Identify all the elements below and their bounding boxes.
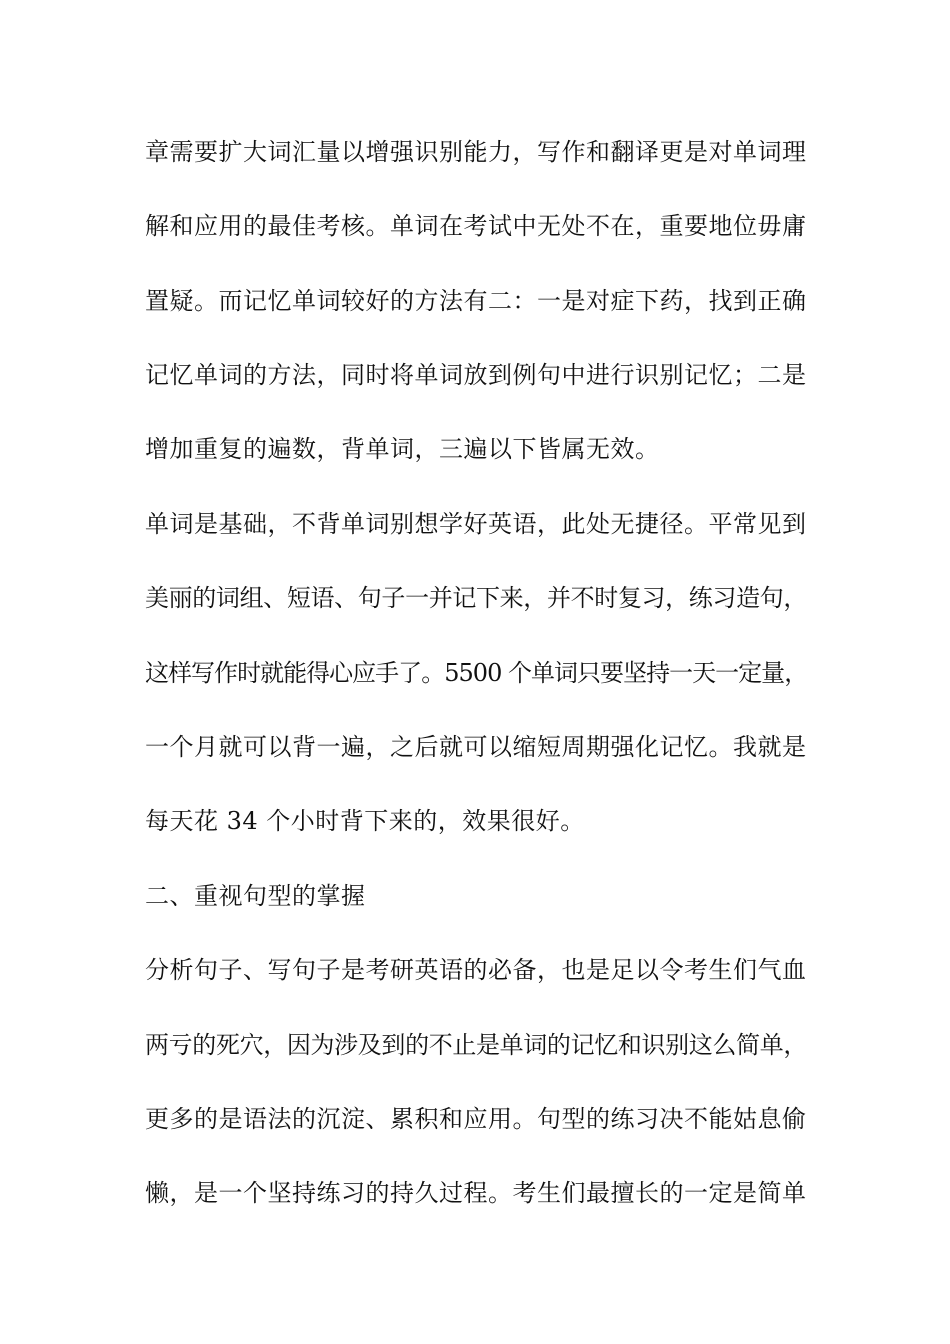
text-line-4: 记忆单词的方法，同时将单词放到例句中进行识别记忆；二是 <box>145 361 807 389</box>
text-line-14: 更多的是语法的沉淀、累积和应用。句型的练习决不能姑息偷 <box>145 1105 807 1133</box>
section-heading: 二、重视句型的掌握 <box>145 882 366 910</box>
text-line-10: 每天花 34 个小时背下来的，效果很好。 <box>145 807 585 835</box>
text-line-15: 懒，是一个坚持练习的持久过程。考生们最擅长的一定是简单 <box>145 1179 807 1207</box>
text-line-7: 美丽的词组、短语、句子一并记下来，并不时复习，练习造句， <box>145 584 807 612</box>
text-line-8: 这样写作时就能得心应手了。5500 个单词只要坚持一天一定量， <box>145 659 808 687</box>
text-line-5: 增加重复的遍数，背单词，三遍以下皆属无效。 <box>145 435 660 463</box>
text-line-2: 解和应用的最佳考核。单词在考试中无处不在，重要地位毋庸 <box>145 212 807 240</box>
text-line-6: 单词是基础，不背单词别想学好英语，此处无捷径。平常见到 <box>145 510 807 538</box>
text-line-12: 分析句子、写句子是考研英语的必备，也是足以令考生们气血 <box>145 956 807 984</box>
text-line-1: 章需要扩大词汇量以增强识别能力，写作和翻译更是对单词理 <box>145 138 807 166</box>
text-line-9: 一个月就可以背一遍，之后就可以缩短周期强化记忆。我就是 <box>145 733 807 761</box>
text-line-13: 两亏的死穴，因为涉及到的不止是单词的记忆和识别这么简单， <box>145 1031 807 1059</box>
text-line-3: 置疑。而记忆单词较好的方法有二：一是对症下药，找到正确 <box>145 287 807 315</box>
